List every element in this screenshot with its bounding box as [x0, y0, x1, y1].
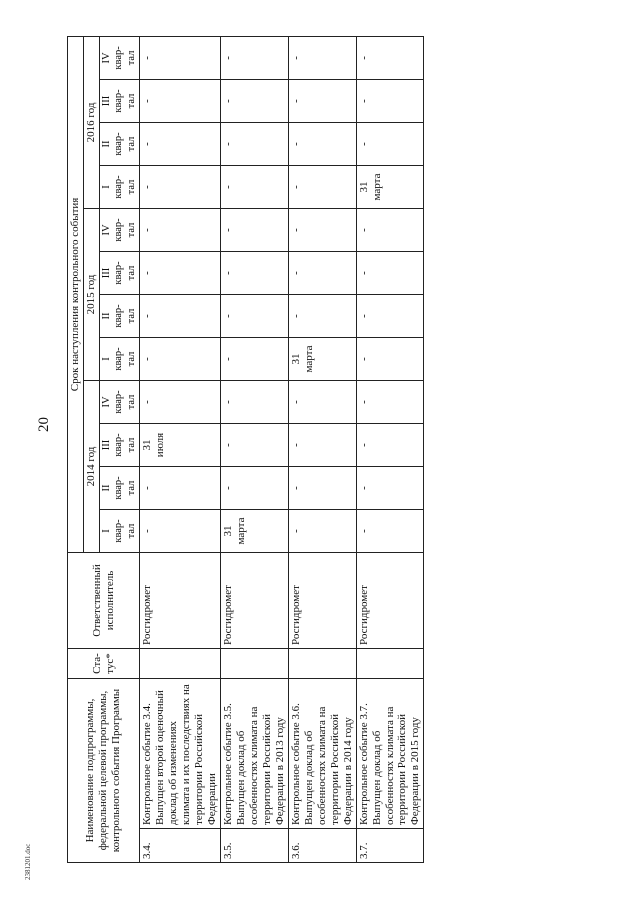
row-event-name: Контрольное событие 3.4. Выпущен второй оценочный доклад об изменениях климата и их последствиях на территории Российской Федерации — [140, 678, 221, 828]
row-status — [288, 648, 356, 678]
row-quarter-cell: - — [356, 79, 424, 122]
header-quarter — [99, 509, 139, 552]
header-quarter — [99, 380, 139, 423]
row-executor: Росгидромет — [288, 552, 356, 648]
row-quarter-cell: - — [140, 251, 221, 294]
row-quarter-cell: - — [140, 466, 221, 509]
header-year-2016: 2016 год — [83, 36, 99, 208]
page-number: 20 — [36, 417, 52, 432]
row-number: 3.7. — [356, 829, 424, 863]
row-quarter-cell: - — [356, 208, 424, 251]
row-quarter-cell: - — [140, 36, 221, 79]
quarter-number: IV — [100, 224, 112, 236]
row-number: 3.4. — [140, 829, 221, 863]
row-quarter-cell: - — [140, 509, 221, 552]
header-quarter — [99, 36, 139, 79]
row-quarter-cell: - — [356, 36, 424, 79]
row-quarter-cell: - — [220, 380, 288, 423]
quarter-word: квар-тал — [113, 175, 137, 199]
table-row — [220, 36, 288, 862]
header-status: Ста-тус* — [68, 648, 140, 678]
header-name: Наименование подпрограммы, федеральной целевой программы, контрольного события Программы — [68, 678, 140, 862]
header-quarter — [99, 466, 139, 509]
row-quarter-cell: - — [220, 165, 288, 208]
row-quarter-cell: - — [140, 165, 221, 208]
header-year-2015: 2015 год — [83, 208, 99, 380]
quarter-number: I — [100, 529, 112, 533]
row-quarter-cell: 31 июля — [140, 423, 221, 466]
row-quarter-cell: - — [140, 380, 221, 423]
row-event-name: Контрольное событие 3.7. Выпущен доклад об особенностях климата на территории Российской Федерации в 2015 году — [356, 678, 424, 828]
row-quarter-cell: - — [220, 251, 288, 294]
header-quarter — [99, 294, 139, 337]
row-quarter-cell: - — [220, 294, 288, 337]
row-quarter-cell: - — [288, 380, 356, 423]
row-quarter-cell: - — [220, 79, 288, 122]
row-status — [220, 648, 288, 678]
quarter-word: квар-тал — [113, 89, 137, 113]
header-quarter — [99, 208, 139, 251]
quarter-number: I — [100, 357, 112, 361]
row-event-name: Контрольное событие 3.6. Выпущен доклад об особенностях климата на территории Российской Федерации в 2014 году — [288, 678, 356, 828]
row-quarter-cell: - — [220, 36, 288, 79]
row-quarter-cell: - — [356, 294, 424, 337]
quarter-word: квар-тал — [113, 261, 137, 285]
quarter-word: квар-тал — [113, 476, 137, 500]
quarter-number: IV — [100, 52, 112, 64]
quarter-number: II — [100, 312, 112, 320]
row-quarter-cell: - — [288, 122, 356, 165]
quarter-word: квар-тал — [113, 132, 137, 156]
row-quarter-cell: - — [288, 251, 356, 294]
quarter-word: квар-тал — [113, 347, 137, 371]
row-quarter-cell: - — [288, 294, 356, 337]
row-quarter-cell: - — [356, 466, 424, 509]
row-executor: Росгидромет — [356, 552, 424, 648]
quarter-number: III — [100, 439, 112, 451]
table-row — [288, 36, 356, 862]
quarter-number: III — [100, 267, 112, 279]
row-quarter-cell: - — [140, 79, 221, 122]
header-deadline: Срок наступления контрольного события — [68, 36, 84, 552]
header-quarter — [99, 79, 139, 122]
header-quarter — [99, 165, 139, 208]
row-quarter-cell: 31 марта — [288, 337, 356, 380]
row-quarter-cell: - — [140, 294, 221, 337]
row-quarter-cell: - — [288, 466, 356, 509]
row-quarter-cell: - — [288, 165, 356, 208]
footer-doc-code: 2381201.doc — [24, 843, 32, 880]
row-quarter-cell: - — [220, 122, 288, 165]
control-events-table — [67, 36, 424, 863]
quarter-number: II — [100, 484, 112, 492]
row-quarter-cell: - — [140, 122, 221, 165]
header-quarter — [99, 251, 139, 294]
row-quarter-cell: - — [220, 466, 288, 509]
row-quarter-cell: - — [356, 423, 424, 466]
rotated-table-wrapper — [67, 37, 602, 863]
header-quarter — [99, 122, 139, 165]
row-quarter-cell: - — [220, 208, 288, 251]
header-executor: Ответственный исполнитель — [68, 552, 140, 648]
quarter-number: I — [100, 185, 112, 189]
row-quarter-cell: - — [140, 208, 221, 251]
table-body — [140, 36, 424, 862]
row-status — [356, 648, 424, 678]
header-year-2014: 2014 год — [83, 380, 99, 552]
quarter-word: квар-тал — [113, 519, 137, 543]
row-quarter-cell: - — [356, 122, 424, 165]
row-quarter-cell: 31 марта — [220, 509, 288, 552]
row-quarter-cell: - — [140, 337, 221, 380]
row-quarter-cell: - — [288, 208, 356, 251]
quarter-word: квар-тал — [113, 304, 137, 328]
row-quarter-cell: - — [356, 337, 424, 380]
quarter-word: квар-тал — [113, 433, 137, 457]
row-number: 3.6. — [288, 829, 356, 863]
quarter-number: III — [100, 95, 112, 107]
header-quarter — [99, 337, 139, 380]
row-quarter-cell: - — [220, 337, 288, 380]
table-row — [356, 36, 424, 862]
quarter-word: квар-тал — [113, 46, 137, 70]
row-quarter-cell: - — [288, 79, 356, 122]
table-header — [68, 36, 140, 862]
row-quarter-cell: - — [288, 36, 356, 79]
row-executor: Росгидромет — [140, 552, 221, 648]
row-executor: Росгидромет — [220, 552, 288, 648]
row-quarter-cell: 31 марта — [356, 165, 424, 208]
quarter-number: IV — [100, 396, 112, 408]
table-row — [140, 36, 221, 862]
quarter-word: квар-тал — [113, 390, 137, 414]
quarter-word: квар-тал — [113, 218, 137, 242]
row-status — [140, 648, 221, 678]
row-quarter-cell: - — [356, 380, 424, 423]
row-quarter-cell: - — [220, 423, 288, 466]
quarter-number: II — [100, 140, 112, 148]
row-quarter-cell: - — [356, 251, 424, 294]
row-event-name: Контрольное событие 3.5. Выпущен доклад об особенностях климата на территории Российской Федерации в 2013 году — [220, 678, 288, 828]
row-number: 3.5. — [220, 829, 288, 863]
header-quarter — [99, 423, 139, 466]
row-quarter-cell: - — [288, 509, 356, 552]
row-quarter-cell: - — [356, 509, 424, 552]
row-quarter-cell: - — [288, 423, 356, 466]
